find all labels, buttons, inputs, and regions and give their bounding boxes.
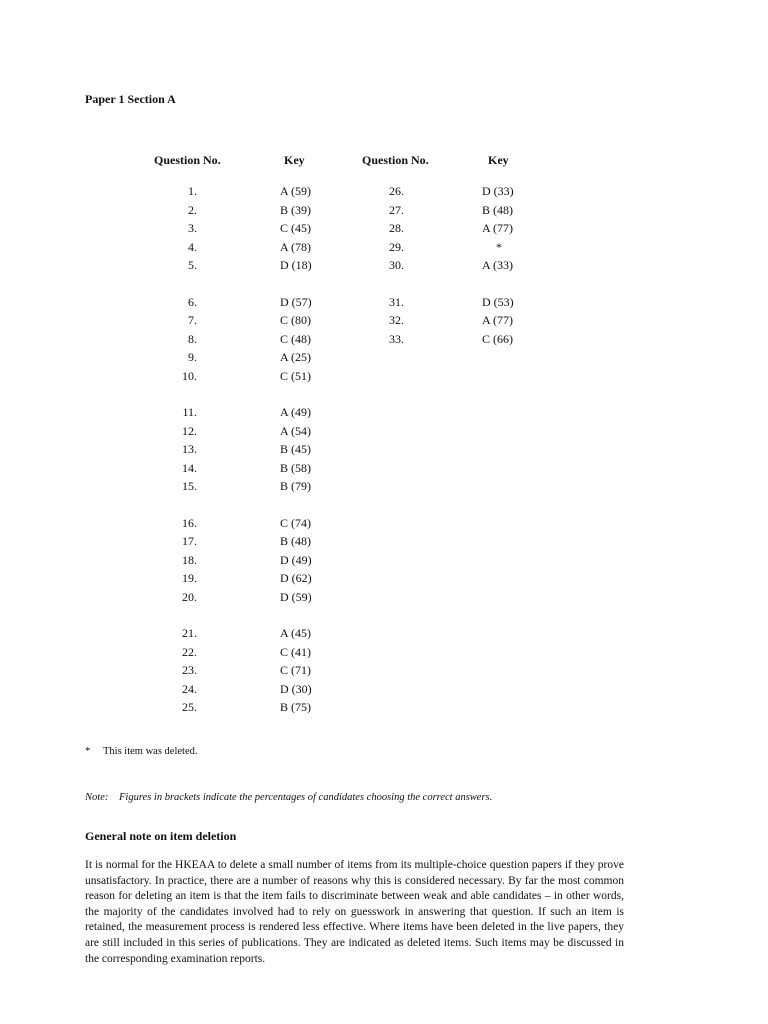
answer-key: C (48) <box>280 331 311 346</box>
answer-key: A (77) <box>482 313 513 327</box>
answer-key: A (54) <box>280 423 311 438</box>
answer-key: B (75) <box>280 700 311 714</box>
answer-key: D (62) <box>280 571 312 585</box>
question-number: 31. <box>389 294 404 309</box>
question-number: 23. <box>182 663 197 677</box>
answer-key: D (57) <box>280 294 312 309</box>
question-number: 8. <box>188 331 197 346</box>
answer-key: B (48) <box>280 534 311 548</box>
question-number: 14. <box>182 460 197 475</box>
question-number: 17. <box>182 534 197 548</box>
answer-key: D (59) <box>280 589 312 604</box>
answer-key: D (18) <box>280 258 312 272</box>
question-number: 12. <box>182 423 197 438</box>
answer-key: D (30) <box>280 681 312 696</box>
question-header: Question No. <box>362 153 429 167</box>
question-number: 4. <box>188 239 197 254</box>
question-column-right <box>362 152 452 348</box>
section-title: Paper 1 Section A <box>85 92 176 106</box>
deleted-note-text: This item was deleted. <box>103 746 198 757</box>
answer-key: A (49) <box>280 405 311 419</box>
question-number: 25. <box>182 700 197 714</box>
question-number: 20. <box>182 589 197 604</box>
question-number: 7. <box>188 313 197 327</box>
key-header: Key <box>284 153 305 167</box>
question-number: 24. <box>182 681 197 696</box>
answer-key: D (53) <box>482 294 514 309</box>
question-number: 16. <box>182 515 197 530</box>
question-number: 3. <box>188 221 197 235</box>
answer-key: B (39) <box>280 202 311 217</box>
question-number: 5. <box>188 258 197 272</box>
question-column-left <box>154 152 244 717</box>
answer-key: A (59) <box>280 184 311 198</box>
question-number: 11. <box>182 405 197 419</box>
answer-key: C (71) <box>280 663 311 677</box>
question-number: 13. <box>182 442 197 456</box>
answer-key: C (80) <box>280 313 311 327</box>
general-note-title: General note on item deletion <box>85 829 237 843</box>
question-number: 2. <box>188 202 197 217</box>
answer-key: A (77) <box>482 221 513 235</box>
answer-key: C (66) <box>482 331 513 346</box>
question-number: 33. <box>389 331 404 346</box>
deleted-item-note <box>85 746 197 757</box>
answer-key: C (45) <box>280 221 311 235</box>
note-label: Note: <box>85 792 109 803</box>
question-number: 15. <box>182 479 197 493</box>
answer-key: B (45) <box>280 442 311 456</box>
answer-key: C (41) <box>280 644 311 659</box>
asterisk-bullet: * <box>85 746 91 757</box>
answer-key: B (79) <box>280 479 311 493</box>
answer-key: D (49) <box>280 552 312 567</box>
question-number: 6. <box>188 294 197 309</box>
answer-key: C (51) <box>280 368 311 383</box>
question-number: 10. <box>182 368 197 383</box>
question-number: 29. <box>389 239 404 254</box>
answer-key: A (33) <box>482 258 513 272</box>
answer-key: A (25) <box>280 350 311 364</box>
question-number: 18. <box>182 552 197 567</box>
question-number: 28. <box>389 221 404 235</box>
key-header: Key <box>488 153 509 167</box>
question-number: 21. <box>182 626 197 640</box>
answer-key: A (78) <box>280 239 311 254</box>
question-number: 22. <box>182 644 197 659</box>
question-number: 1. <box>188 184 197 198</box>
general-note-body: It is normal for the HKEAA to delete a small number of items from its multiple-choice question papers if they prove unsatisfactory. In practice, there are a number of reasons why this is considered necessary. By far the most common reason for deleting an item is that the item fails to discriminate between weak and able candidates – in other words, the majority of the candidates involved had to rely on guesswork in answering that question. If such an item is retained, the measurement process is rendered less effective. Where items have been deleted in the live papers, they are still included in this series of publications. They are indicated as deleted items. Such items may be discussed in the corresponding examination reports. <box>85 859 624 965</box>
question-header: Question No. <box>154 153 221 167</box>
answer-key: B (48) <box>482 202 513 217</box>
answer-key: C (74) <box>280 515 311 530</box>
note-text: Figures in brackets indicate the percentages of candidates choosing the correct answers. <box>119 792 493 803</box>
question-number: 32. <box>389 313 404 327</box>
bracket-note <box>85 792 492 803</box>
key-column-left <box>280 152 350 717</box>
answer-key: * <box>496 239 502 254</box>
key-column-right <box>482 152 552 348</box>
question-number: 30. <box>389 258 404 272</box>
question-number: 9. <box>188 350 197 364</box>
answer-key: B (58) <box>280 460 311 475</box>
question-number: 26. <box>389 184 404 198</box>
question-number: 19. <box>182 571 197 585</box>
answer-key: A (45) <box>280 626 311 640</box>
question-number: 27. <box>389 202 404 217</box>
answer-key: D (33) <box>482 184 514 198</box>
